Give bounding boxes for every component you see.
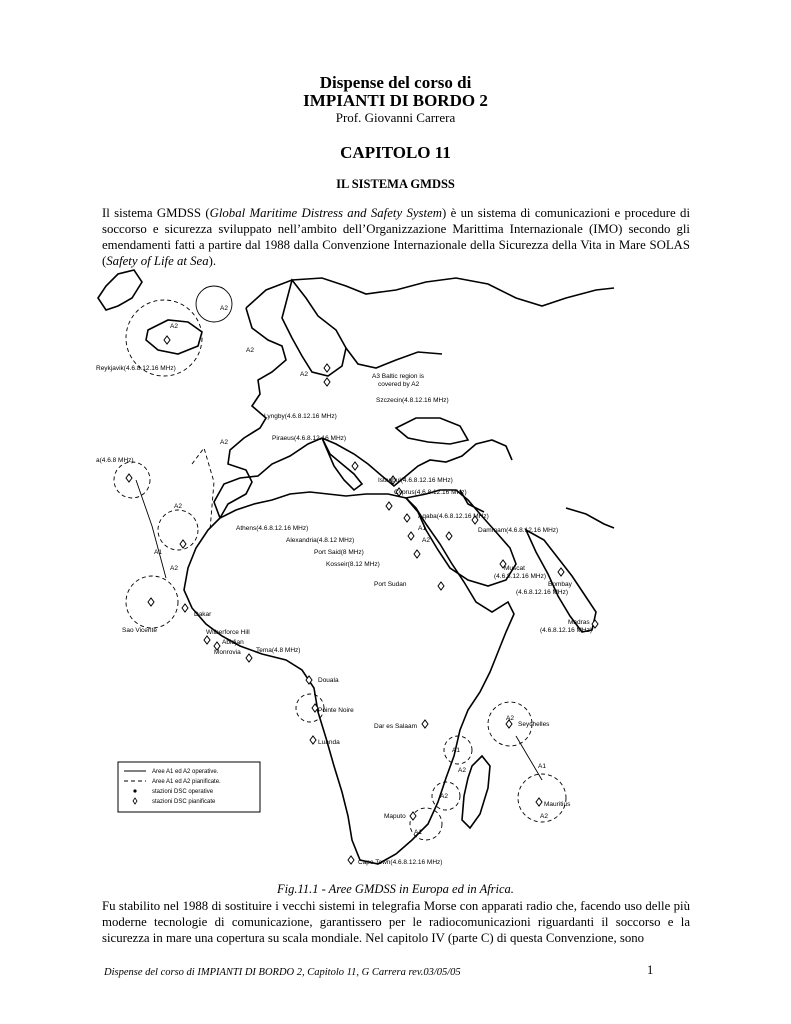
svg-text:Szczecin(4.8.12.16 MHz): Szczecin(4.8.12.16 MHz)	[376, 397, 449, 404]
svg-text:Port Said(8 MHz): Port Said(8 MHz)	[314, 549, 364, 556]
svg-text:A1: A1	[154, 549, 162, 556]
svg-text:(4.6.8.12.16 MHz): (4.6.8.12.16 MHz)	[516, 589, 569, 596]
svg-text:A2: A2	[540, 813, 548, 820]
svg-text:Monrovia: Monrovia	[214, 649, 241, 656]
svg-text:Sao Vicente: Sao Vicente	[122, 627, 157, 634]
svg-text:A2: A2	[220, 305, 228, 312]
svg-text:A2: A2	[174, 503, 182, 510]
svg-text:Douala: Douala	[318, 677, 339, 684]
gmdss-map-figure	[96, 268, 616, 880]
svg-text:Alexandria(4.8.12 MHz): Alexandria(4.8.12 MHz)	[286, 537, 355, 544]
svg-text:Maputo: Maputo	[384, 813, 406, 820]
intro-paragraph: Il sistema GMDSS (Global Maritime Distress and Safety System) è un sistema di comunicazioni e procedure di soccorso e sicurezza sviluppato nell’ambito dell’Organizzazione Marittima Internazionale (IMO) secondo gli emendamenti fatti a partire dal 1988 dalla Convenzione Internazionale della Sicurezza della Vita in Mare SOLAS (Safety of Life at Sea).	[102, 206, 691, 268]
svg-text:Seychelles: Seychelles	[518, 721, 550, 728]
map-legend	[118, 762, 260, 812]
svg-text:Aree A1 ed A2 pianificate.: Aree A1 ed A2 pianificate.	[152, 779, 221, 785]
svg-text:covered by A2: covered by A2	[378, 381, 420, 388]
course-title: IMPIANTI DI BORDO 2	[303, 91, 488, 110]
svg-text:Piraeus(4.6.8.12.16 MHz): Piraeus(4.6.8.12.16 MHz)	[272, 435, 347, 442]
svg-text:Aqaba(4.6.8.12.16 MHz): Aqaba(4.6.8.12.16 MHz)	[418, 513, 489, 520]
svg-text:A2: A2	[220, 439, 228, 446]
svg-text:Reykjavik(4.6.8.12.16 MHz): Reykjavik(4.6.8.12.16 MHz)	[96, 365, 176, 372]
svg-text:A1: A1	[452, 747, 460, 754]
svg-text:A2: A2	[458, 767, 466, 774]
svg-text:Lyngby(4.6.8.12.16 MHz): Lyngby(4.6.8.12.16 MHz)	[264, 413, 337, 420]
svg-text:Luanda: Luanda	[318, 739, 340, 746]
svg-text:A1: A1	[414, 829, 422, 836]
page-footer: Dispense del corso di IMPIANTI DI BORDO 2, Capitolo 11, G Carrera rev.03/05/05	[104, 967, 461, 978]
svg-text:A2: A2	[506, 715, 514, 722]
svg-text:Kosseir(8.12 MHz): Kosseir(8.12 MHz)	[326, 561, 380, 568]
section-title: IL SISTEMA GMDSS	[336, 177, 455, 191]
svg-text:Mauritius: Mauritius	[544, 801, 571, 808]
svg-text:a(4.6.8 MHz): a(4.6.8 MHz)	[96, 457, 134, 464]
svg-text:A2: A2	[440, 793, 448, 800]
svg-text:A2: A2	[170, 323, 178, 330]
body-paragraph: Fu stabilito nel 1988 di sostituire i vecchi sistemi in telegrafia Morse con apparati radio che, facendo uso delle più moderne tecnologie di comunicazione, garantissero per le radiocomunicazioni riguardanti il soccorso e la sicurezza in mare una copertura su scala mondiale. Nel capitolo IV (parte C) di questa Convenzione, sono	[102, 899, 690, 945]
svg-text:Istanbul(4.6.8.12.16 MHz): Istanbul(4.6.8.12.16 MHz)	[378, 477, 453, 484]
svg-text:A1: A1	[538, 763, 546, 770]
svg-text:Muscat: Muscat	[504, 565, 525, 572]
svg-text:A2: A2	[422, 537, 430, 544]
svg-text:Bombay: Bombay	[548, 581, 572, 588]
professor-name: Prof. Giovanni Carrera	[335, 110, 456, 125]
figure-caption: Fig.11.1 - Aree GMDSS in Europa ed in Africa.	[277, 882, 514, 896]
svg-text:Port Sudan: Port Sudan	[374, 581, 407, 588]
svg-text:Wilberforce Hill: Wilberforce Hill	[206, 629, 250, 636]
svg-text:Abidjan: Abidjan	[222, 639, 244, 646]
svg-text:A3 Baltic region is: A3 Baltic region is	[372, 373, 425, 380]
svg-text:A2: A2	[300, 371, 308, 378]
svg-text:Dammam(4.6.8.12.16 MHz): Dammam(4.6.8.12.16 MHz)	[478, 527, 559, 534]
page-number: 1	[647, 963, 654, 977]
svg-text:stazioni DSC operative: stazioni DSC operative	[152, 789, 214, 795]
chapter-title: CAPITOLO 11	[340, 143, 451, 162]
svg-text:Athens(4.6.8.12.16 MHz): Athens(4.6.8.12.16 MHz)	[236, 525, 309, 532]
svg-text:A2: A2	[170, 565, 178, 572]
svg-text:Cyprus(4.6.8.12.16 MHz): Cyprus(4.6.8.12.16 MHz)	[394, 489, 467, 496]
svg-text:A2: A2	[246, 347, 254, 354]
svg-text:(4.6.8.12.16 MHz): (4.6.8.12.16 MHz)	[540, 627, 593, 634]
svg-text:stazioni DSC pianificate: stazioni DSC pianificate	[152, 799, 216, 805]
svg-text:Tema(4.8 MHz): Tema(4.8 MHz)	[256, 647, 301, 654]
svg-text:Aree A1 ed A2 operative.: Aree A1 ed A2 operative.	[152, 769, 219, 775]
svg-text:Madras: Madras	[568, 619, 590, 626]
svg-text:Cape Town(4.6.8.12.16 MHz): Cape Town(4.6.8.12.16 MHz)	[358, 859, 443, 866]
course-heading: Dispense del corso di	[319, 73, 472, 92]
svg-text:A1: A1	[418, 525, 426, 532]
svg-text:(4.6.8.12.16 MHz): (4.6.8.12.16 MHz)	[494, 573, 547, 580]
svg-text:Dakar: Dakar	[194, 611, 212, 618]
svg-text:Dar es Salaam: Dar es Salaam	[374, 723, 417, 730]
svg-text:Pointe Noire: Pointe Noire	[318, 707, 354, 714]
